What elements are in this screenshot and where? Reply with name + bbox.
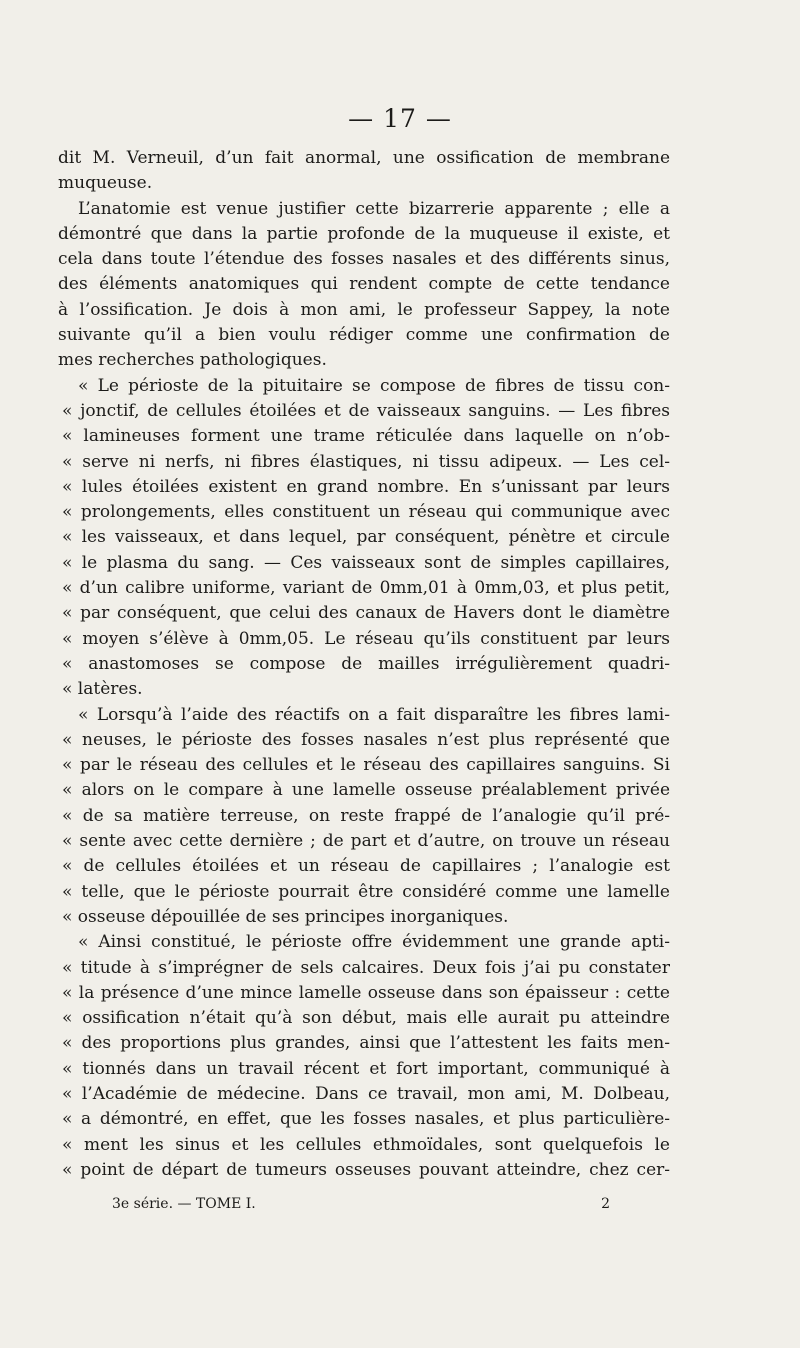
text-line: à l’ossification. Je dois à mon ami, le professeur Sappey, la note	[58, 299, 670, 320]
text-line: « tionnés dans un travail récent et fort important, communiqué à	[62, 1058, 670, 1079]
text-line: des éléments anatomiques qui rendent compte de cette tendance	[58, 274, 670, 295]
text-line: « d’un calibre uniforme, variant de 0mm,01 à 0mm,03, et plus petit,	[62, 578, 670, 599]
signature-mark: 2	[601, 1196, 610, 1212]
text-line: démontré que dans la partie profonde de la muqueuse il existe, et	[58, 223, 670, 244]
text-line: « Le périoste de la pituitaire se compose de fibres de tissu con-	[78, 375, 670, 396]
text-line: muqueuse.	[58, 173, 153, 194]
text-line: « par conséquent, que celui des canaux de Havers dont le diamètre	[62, 603, 670, 624]
text-line: mes recherches pathologiques.	[58, 350, 327, 371]
text-line: « alors on le compare à une lamelle osseuse préalablement privée	[62, 780, 670, 801]
text-line: « ossification n’était qu’à son début, mais elle aurait pu atteindre	[62, 1008, 670, 1029]
text-line: « par le réseau des cellules et le réseau des capillaires sanguins. Si	[62, 755, 670, 776]
text-line: « point de départ de tumeurs osseuses pouvant atteindre, chez cer-	[62, 1159, 670, 1180]
text-line: « lamineuses forment une trame réticulée dans laquelle on n’ob-	[62, 426, 670, 447]
page-number: — 17 —	[348, 104, 452, 133]
text-line: « ment les sinus et les cellules ethmoïdales, sont quelquefois le	[62, 1134, 670, 1155]
text-line: « de sa matière terreuse, on reste frappé de l’analogie qu’il pré-	[62, 805, 670, 826]
text-line: « les vaisseaux, et dans lequel, par conséquent, pénètre et circule	[62, 527, 670, 548]
text-line: « la présence d’une mince lamelle osseuse dans son épaisseur : cette	[62, 982, 670, 1003]
text-line: « latères.	[62, 679, 143, 700]
text-line: « de cellules étoilées et un réseau de capillaires ; l’analogie est	[62, 856, 670, 877]
text-line: « sente avec cette dernière ; de part et d’autre, on trouve un réseau	[62, 831, 670, 852]
text-line: « osseuse dépouillée de ses principes inorganiques.	[62, 906, 509, 927]
text-line: « jonctif, de cellules étoilées et de vaisseaux sanguins. — Les fibres	[62, 400, 670, 421]
text-line: « anastomoses se compose de mailles irrégulièrement quadri-	[62, 653, 670, 674]
text-line: « Ainsi constitué, le périoste offre évidemment une grande apti-	[78, 932, 670, 953]
text-line: « serve ni nerfs, ni fibres élastiques, ni tissu adipeux. — Les cel-	[62, 451, 670, 472]
text-line: dit M. Verneuil, d’un fait anormal, une ossification de membrane	[58, 148, 670, 168]
text-line: cela dans toute l’étendue des fosses nasales et des différents sinus,	[58, 249, 670, 270]
series-volume-note: 3e série. — TOME I.	[112, 1196, 256, 1212]
text-line: « telle, que le périoste pourrait être considéré comme une lamelle	[62, 881, 670, 902]
text-line: « lules étoilées existent en grand nombre. En s’unissant par leurs	[62, 476, 670, 497]
text-line: « le plasma du sang. — Ces vaisseaux sont de simples capillaires,	[62, 552, 670, 573]
text-line: « l’Académie de médecine. Dans ce travail, mon ami, M. Dolbeau,	[62, 1083, 670, 1104]
text-line: suivante qu’il a bien voulu rédiger comme une confirmation de	[58, 325, 670, 346]
body-text	[58, 146, 670, 1183]
text-line: « titude à s’imprégner de sels calcaires. Deux fois j’ai pu constater	[62, 957, 670, 978]
text-line: « moyen s’élève à 0mm,05. Le réseau qu’ils constituent par leurs	[62, 628, 670, 649]
text-line: « des proportions plus grandes, ainsi que l’attestent les faits men-	[62, 1033, 670, 1054]
text-line: « prolongements, elles constituent un réseau qui communique avec	[62, 502, 670, 523]
text-line: « a démontré, en effet, que les fosses nasales, et plus particulière-	[62, 1109, 670, 1130]
text-line: « Lorsqu’à l’aide des réactifs on a fait disparaître les fibres lami-	[78, 704, 670, 725]
page-footer	[112, 1196, 610, 1212]
text-line: « neuses, le périoste des fosses nasales n’est plus représenté que	[62, 729, 670, 750]
text-line: L’anatomie est venue justifier cette bizarrerie apparente ; elle a	[78, 198, 670, 219]
